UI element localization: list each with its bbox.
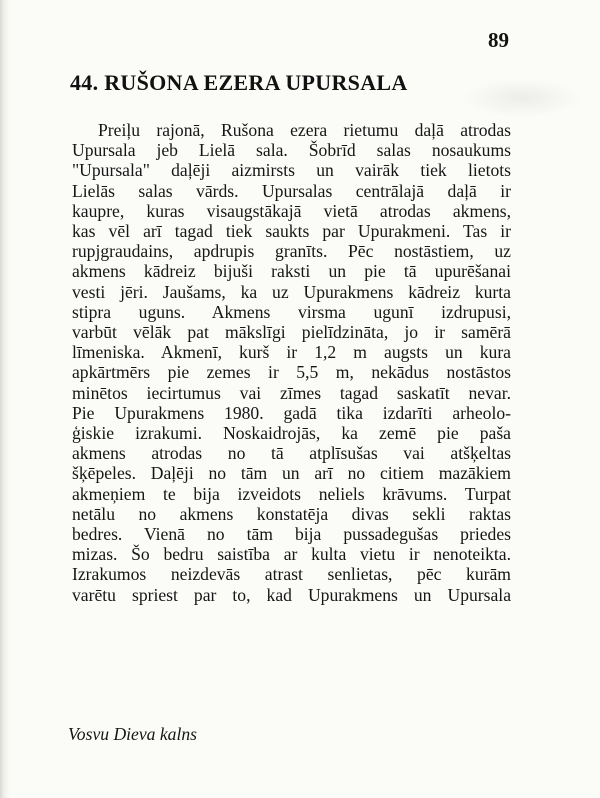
body-line: akmeņiem te bija izveidots neliels krāvums. Turpat	[72, 483, 511, 504]
body-line: minētos iecirtumus vai zīmes tagad saskatīt nevar.	[72, 382, 511, 403]
article-body	[72, 120, 511, 605]
ink-bleed-through	[462, 78, 582, 118]
body-line: akmens kādreiz bijuši raksti un pie tā upurēšanai	[72, 261, 511, 282]
body-line: bedres. Vienā no tām bija pussadegušas priedes	[72, 524, 511, 545]
page-edge-shadow	[0, 0, 10, 798]
body-line: mizas. Šo bedru saistība ar kulta vietu ir nenoteikta.	[72, 544, 511, 565]
figure-caption: Vosvu Dieva kalns	[68, 724, 197, 744]
body-line: akmens atrodas no tā atplīsušas vai atšķeltas	[72, 443, 511, 464]
page-number: 89	[488, 28, 509, 52]
body-line: netālu no akmens konstatēja divas sekli raktas	[72, 503, 511, 524]
body-line: ģiskie izrakumi. Noskaidrojās, ka zemē pie paša	[72, 423, 511, 444]
body-line: Pie Upurakmens 1980. gadā tika izdarīti arheolo-	[72, 402, 511, 423]
body-line: Upursala jeb Lielā sala. Šobrīd salas nosaukums	[72, 140, 511, 161]
body-line: varētu spriest par to, kad Upurakmens un Upursala	[72, 584, 511, 605]
body-line: apkārtmērs pie zemes ir 5,5 m, nekādus nostāstos	[72, 362, 511, 383]
body-line: Izrakumos neizdevās atrast senlietas, pēc kurām	[72, 564, 511, 585]
body-line: varbūt vēlāk pat mākslīgi pielīdzināta, jo ir samērā	[72, 322, 511, 343]
body-line: šķēpeles. Daļēji no tām un arī no citiem mazākiem	[72, 463, 511, 484]
body-line: rupjgraudains, apdrupis granīts. Pēc nostāstiem, uz	[72, 241, 511, 262]
body-line: "Upursala" daļēji aizmirsts un vairāk tiek lietots	[72, 160, 511, 181]
article-title: 44. RUŠONA EZERA UPURSALA	[70, 70, 408, 95]
body-line: Preiļu rajonā, Rušona ezera rietumu daļā atrodas	[98, 120, 511, 140]
body-line: līmeniska. Akmenī, kurš ir 1,2 m augsts un kura	[72, 342, 511, 363]
body-line: vesti jēri. Jaušams, ka uz Upurakmens kādreiz kurta	[72, 281, 511, 302]
body-line: kaupre, kuras visaugstākajā vietā atrodas akmens,	[72, 200, 511, 221]
body-line: kas vēl arī tagad tiek saukts par Upurakmeni. Tas ir	[72, 221, 511, 242]
body-line: Lielās salas vārds. Upursalas centrālajā daļā ir	[72, 180, 511, 201]
body-line: stipra uguns. Akmens virsma ugunī izdrupusi,	[72, 301, 511, 322]
